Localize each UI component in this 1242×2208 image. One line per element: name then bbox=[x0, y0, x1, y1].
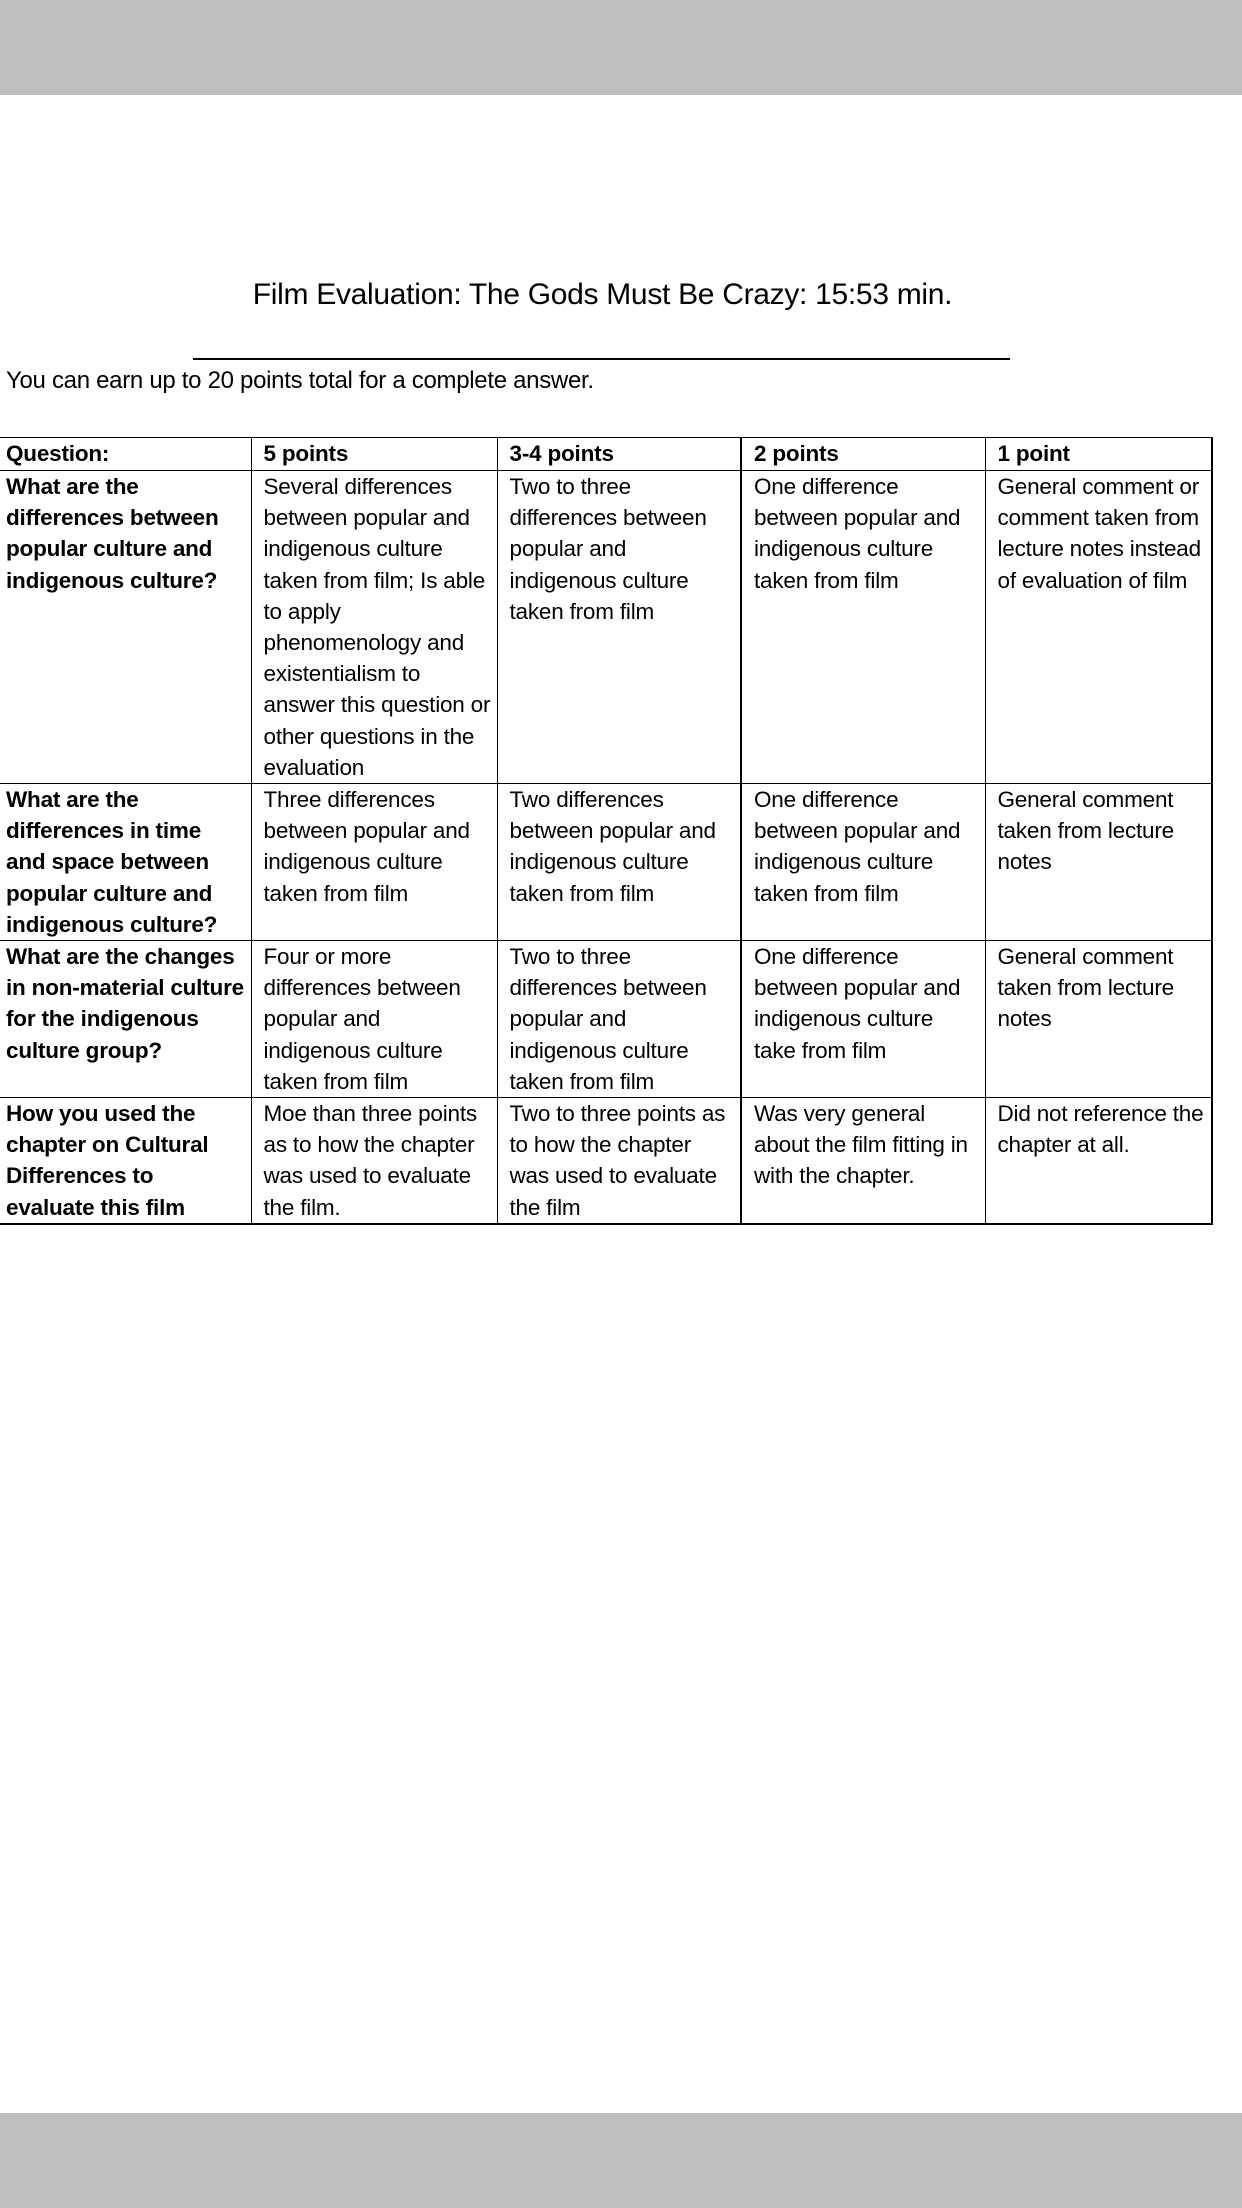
two-points-cell: One difference between popular and indigenous culture taken from film bbox=[741, 784, 985, 941]
one-point-cell: General comment taken from lecture notes bbox=[985, 941, 1212, 1098]
five-points-cell: Moe than three points as to how the chapter was used to evaluate the film. bbox=[251, 1098, 497, 1224]
rubric-table bbox=[0, 437, 1213, 1225]
five-points-cell: Four or more differences between popular and indigenous culture taken from film bbox=[251, 941, 497, 1098]
table-row bbox=[0, 1098, 1212, 1224]
one-point-cell: General comment or comment taken from lecture notes instead of evaluation of film bbox=[985, 471, 1212, 784]
table-row bbox=[0, 941, 1212, 1098]
name-blank-line bbox=[193, 358, 1010, 360]
question-cell: What are the differences in time and space between popular culture and indigenous culture? bbox=[0, 784, 251, 941]
header-3-4-points: 3-4 points bbox=[497, 438, 741, 471]
two-points-cell: One difference between popular and indigenous culture taken from film bbox=[741, 471, 985, 784]
three-four-points-cell: Two to three points as to how the chapter was used to evaluate the film bbox=[497, 1098, 741, 1224]
bottom-gray-bar bbox=[0, 2113, 1242, 2208]
header-2-points: 2 points bbox=[741, 438, 985, 471]
intro-text: You can earn up to 20 points total for a complete answer. bbox=[6, 367, 594, 394]
question-cell: How you used the chapter on Cultural Differences to evaluate this film bbox=[0, 1098, 251, 1224]
top-gray-bar bbox=[0, 0, 1242, 95]
header-5-points: 5 points bbox=[251, 438, 497, 471]
one-point-cell: General comment taken from lecture notes bbox=[985, 784, 1212, 941]
two-points-cell: Was very general about the film fitting in with the chapter. bbox=[741, 1098, 985, 1224]
three-four-points-cell: Two differences between popular and indigenous culture taken from film bbox=[497, 784, 741, 941]
table-row bbox=[0, 784, 1212, 941]
one-point-cell: Did not reference the chapter at all. bbox=[985, 1098, 1212, 1224]
table-header-row bbox=[0, 438, 1212, 471]
header-question: Question: bbox=[0, 438, 251, 471]
header-1-point: 1 point bbox=[985, 438, 1212, 471]
five-points-cell: Several differences between popular and indigenous culture taken from film; Is able to apply phenomenology and existentialism to answer this question or other questions in the evaluation bbox=[251, 471, 497, 784]
document-title: Film Evaluation: The Gods Must Be Crazy: 15:53 min. bbox=[252, 278, 953, 311]
two-points-cell: One difference between popular and indigenous culture take from film bbox=[741, 941, 985, 1098]
question-cell: What are the differences between popular culture and indigenous culture? bbox=[0, 471, 251, 784]
table-row bbox=[0, 471, 1212, 784]
question-cell: What are the changes in non-material culture for the indigenous culture group? bbox=[0, 941, 251, 1098]
three-four-points-cell: Two to three differences between popular and indigenous culture taken from film bbox=[497, 471, 741, 784]
three-four-points-cell: Two to three differences between popular and indigenous culture taken from film bbox=[497, 941, 741, 1098]
five-points-cell: Three differences between popular and indigenous culture taken from film bbox=[251, 784, 497, 941]
